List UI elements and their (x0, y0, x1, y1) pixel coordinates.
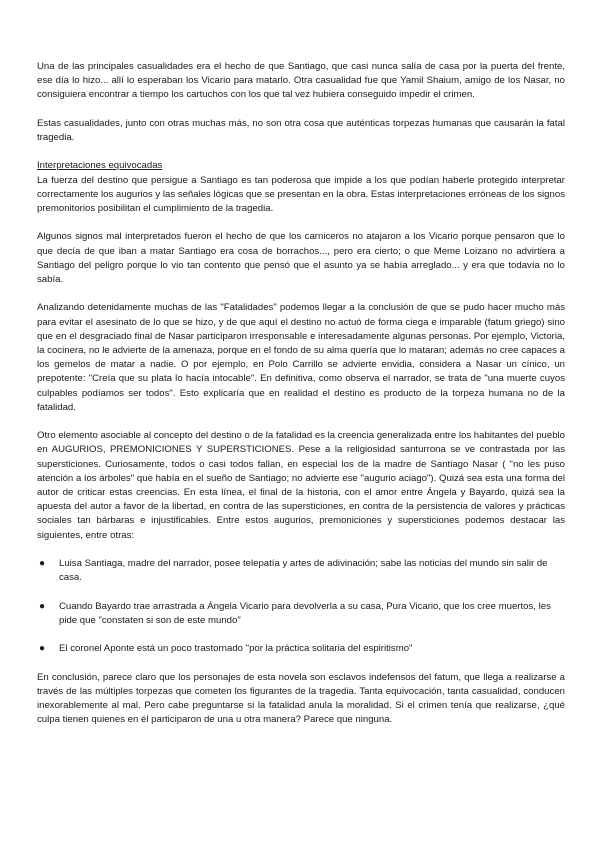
paragraph-augurios: Otro elemento asociable al concepto del destino o de la fatalidad es la creencia generalizada entre los habitantes del pueblo en AUGURIOS, PREMONICIONES Y SUPERSTICIONES. Pese a la religiosidad santurrona se ve contrastada por las supersticiones. Curiosamente, todos o casi todos fallan, en especial los de la madre de Santiago Nasar ( "no les puso atención a los árboles" que había en el sueño de Santiago; no advierte ese "augurio aciago"). Quizá sea esta una forma del autor de criticar estas creencias. En esta línea, el final de la historia, con el amor entre Ángela y Bayardo, quizá sea la apuesta del autor a favor de la libertad, en contra de las supersticiones, en contra de la persistencia de valores y prácticas sociales tan bárbaras e injustificables. Entre estos augurios, premoniciones y supersticiones podemos destacar las siguientes, entre otras: (37, 430, 566, 541)
paragraph-conclusion: En conclusión, parece claro que los personajes de esta novela son esclavos indefensos del fatum, que llega a realizarse a través de las múltiples torpezas que cometen los figurantes de la tragedia. Tanta equivocación, tanta casualidad, conducen inexorablemente al mal. Pero cabe preguntarse si la fatalidad anula la moralidad. Si el crimen tenía que realizarse, ¿qué culpa tienen quienes en él participaron de una u otra manera? Parece que ninguna. (37, 671, 565, 726)
bullet-icon: ● (39, 643, 46, 655)
bullet-icon: ● (39, 558, 46, 570)
list-item-text: Luisa Santiaga, madre del narrador, posee telepatía y artes de adivinación; sabe las noticias del mundo sin salir de casa. (59, 558, 548, 584)
list-item (37, 600, 565, 628)
paragraph-fatalidades: Analizando detenidamente muchas de las "Fatalidades" podemos llegar a la conclusión de que se pudo hacer mucho más para evitar el asesinato de lo que se hizo, y de que aquí el destino no actuó de forma ciega e imparable (fatum griego) sino que en el desgraciado final de Nasar participaron irresponsable e interesadamente algunas personas. Por ejemplo, Victoria, la cocinera, no le advierte de la amenaza, porque en el fondo de su alma quería que lo mataran; además no cree capaces a los gemelos de matar a nadie. O por ejemplo, en Polo Carrillo se advierte envidia, considera a Nasar un cínico, un prepotente: "Creía que su plata lo hacía intocable". En definitiva, como observa el narrador, se trata de "una muerte cuyos culpables podíamos ser todos". Esto explicaría que en realidad el destino es producto de la torpeza humana no de la fatalidad. (37, 302, 565, 413)
paragraph-casualidades: Una de las principales casualidades era el hecho de que Santiago, que casi nunca salía de casa por la puerta del frente, ese día lo hizo... allí lo esperaban los Vicario para matarlo. Otra casualidad fue que Yamil Shaium, amigo de los Nasar, no consiguiera encontrar a tiempo los cartuchos con los que tal vez hubiera conseguido impedir el crimen. (37, 61, 565, 101)
list-item (37, 642, 565, 656)
list-item (37, 557, 565, 585)
section-heading: Interpretaciones equivocadas (37, 160, 163, 172)
list-item-text: Cuando Bayardo trae arrastrada a Ángela Vicario para devolverla a su casa, Pura Vicario, que los cree muertos, les pide que "constaten si son de este mundo" (59, 600, 551, 626)
bullet-icon: ● (39, 600, 46, 612)
augurios-list (37, 557, 565, 656)
paragraph-torpezas: Estas casualidades, junto con otras muchas más, no son otra cosa que auténticas torpezas humanas que causarán la fatal tragedia. (37, 117, 565, 143)
paragraph-signos: Algunos signos mal interpretados fueron el hecho de que los carniceros no atajaron a los Vicario porque pensaron que lo que decía de que iban a matar Santiago era cosa de borrachos..., pero era cierto; o que Meme Loizano no advirtiera a Santiago del peligro porque lo vio tan contento que pensó que el asunto ya se había arreglado... y era que todavía no lo sabía. (37, 231, 565, 285)
list-item-text: El coronel Aponte está un poco trastornado "por la práctica solitaria del espiritismo" (59, 643, 413, 655)
document-page (37, 60, 565, 742)
paragraph-fuerza-destino: La fuerza del destino que persigue a Santiago es tan poderosa que impide a los que podían haberle protegido interpretar correctamente los augurios y las señales lógicas que se presentan en la obra. Estas interpretaciones erróneas de los signos premonitorios posibilitan el cumplimiento de la tragedia. (37, 174, 565, 214)
